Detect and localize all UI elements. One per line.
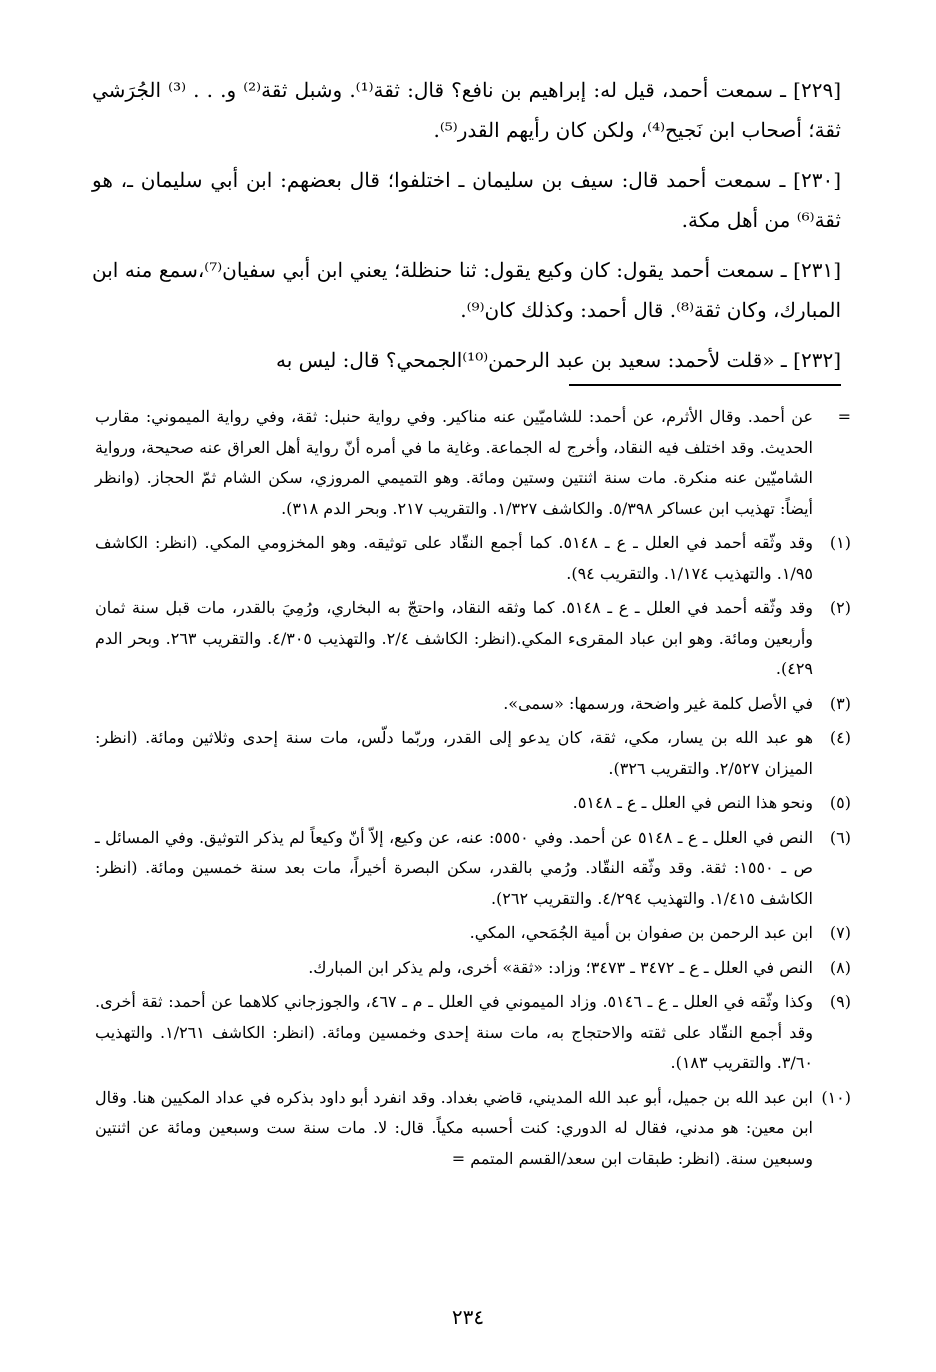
main-text	[92, 70, 841, 390]
footnote-3	[95, 689, 851, 720]
footnote-text: في الأصل كلمة غير واضحة، ورسمها: «سمى».	[503, 693, 813, 713]
footnote-marker: (٧)	[829, 923, 851, 942]
footnote-9	[95, 987, 851, 1079]
footnotes	[95, 402, 851, 1178]
footnote-7	[95, 918, 851, 949]
entry-229: [٢٢٩] ـ سمعت أحمد، قيل له: إبراهيم بن نافع؟ قال: ثقة⁽¹⁾. وشبل ثقة⁽²⁾ و. . . ⁽³⁾ الجُرَشي ثقة؛ أصحاب ابن نَجيح⁽⁴⁾، ولكن كان رأيهم القدر⁽⁵⁾.	[92, 78, 842, 142]
entry-231: [٢٣١] ـ سمعت أحمد يقول: كان وكيع يقول: ثنا حنظلة؛ يعني ابن أبي سفيان⁽⁷⁾،سمع منه ابن المبارك، وكان ثقة⁽⁸⁾. قال أحمد: وكذلك كان⁽⁹⁾.	[92, 258, 841, 322]
footnote-text: النص في العلل ـ ع ـ ٣٤٧٢ ـ ٣٤٧٣؛ وزاد: «ثقة» أخرى، ولم يذكر ابن المبارك.	[308, 957, 813, 977]
footnote-4	[95, 723, 851, 784]
footnote-text: ونحو هذا النص في العلل ـ ع ـ ٥١٤٨.	[572, 793, 813, 812]
footnote-marker: (٩)	[829, 992, 851, 1011]
footnote-marker: (٨)	[829, 957, 851, 977]
footnote-text: وقد وثّقه أحمد في العلل ـ ع ـ ٥١٤٨. كما أجمع النقّاد على توثيقه. وهو المخزومي المكي. (انظر: الكاشف ١/٩٥. والتهذيب ١/١٧٤. والتقريب ٩٤).	[95, 533, 814, 583]
footnote-2	[95, 593, 851, 685]
footnote-text: وقد وثّقه أحمد في العلل ـ ع ـ ٥١٤٨. كما وثقه النقاد، واحتجّ به البخاري، ورُمِيَ بالقدر، مات قبل سنة ثمان وأربعين ومائة. وهو ابن عباد المقرىء المكي.(انظر: الكاشف ٢/٤. والتهذيب ٤/٣٠٥. والتقريب ٢٦٣. وبحر الدم ٤٢٩).	[95, 598, 814, 678]
footnote-8	[95, 953, 851, 984]
footnote-marker: (١٠)	[821, 1087, 851, 1107]
footnote-text: وكذا وثّقه في العلل ـ ع ـ ٥١٤٦. وزاد الميموني في العلل ـ م ـ ٤٦٧، والجوزجاني كلاهما عن أحمد: ثقة أخرى. وقد أجمع النقّاد على ثقته والاحتجاج به، مات سنة إحدى وخمسين ومائة. (انظر: الكاشف ١/٢٦١. والتهذيب ٣/٦٠. والتقريب ١٨٣).	[95, 992, 814, 1072]
entry-230: [٢٣٠] ـ سمعت أحمد قال: سيف بن سليمان ـ اختلفوا؛ قال بعضهم: ابن أبي سليمان ـ، هو ثقة⁽⁶⁾ من أهل مكة.	[92, 168, 841, 232]
footnote-marker: (٢)	[829, 598, 851, 617]
footnote-text: عن أحمد. وقال الأثرم، عن أحمد: للشاميّين عنه مناكير. وفي رواية حنبل: ثقة، وفي رواية الميموني: مقارب الحديث. وقد اختلف فيه النقاد، وأخرج له الجماعة. وغاية ما في أمره أنّ رواية أهل العراق عنه صحيحة، ورواية الشاميّين عنه منكرة. مات سنة اثنتين وستين ومائة. وهو التميمي المروزي، سكن الشام ثمّ الحجاز. (وانظر أيضاً: تهذيب ابن عساكر ٥/٣٩٨. والكاشف ١/٣٢٧. والتقريب ٢١٧. وبحر الدم ٣١٨).	[95, 407, 813, 518]
footnote-text: ابن عبد الله بن جميل، أبو عبد الله المديني، قاضي بغداد. وقد انفرد أبو داود بذكره في عداد المكيين هنا. وقال ابن معين: هو مدني، فقال له الدوري: كنت أحسبه مكياً. قال: لا. مات سنة ست وسبعين ومائة عن اثنتين وسبعين سنة. (انظر: طبقات ابن سعد/القسم المتمم =	[95, 1087, 813, 1168]
footnote-5	[95, 788, 851, 819]
page-number: ٢٣٤	[451, 1305, 485, 1329]
footnote-marker: (٦)	[829, 827, 851, 847]
footnote-6	[95, 823, 851, 915]
footnote-10	[95, 1083, 851, 1175]
footnote-continuation	[95, 402, 851, 524]
footnote-1	[95, 528, 851, 589]
entry-232: [٢٣٢] ـ «قلت لأحمد: سعيد بن عبد الرحمن⁽¹⁰⁾الجمحي؟ قال: ليس به	[276, 348, 841, 372]
footnote-text: النص في العلل ـ ع ـ ٥١٤٨ عن أحمد. وفي ٥٥٥٠: عنه، عن وكيع، إلاّ أنّ وكيعاً لم يذكر التوثيق. وفي المسائل ـ ص ـ ١٥٥٠: ثقة. وقد وثّقه النقّاد. ورُمي بالقدر، سكن البصرة أخيراً، مات بعد سنة خمسين ومائة. (انظر: الكاشف ١/٤١٥. والتهذيب ٤/٢٩٤. والتقريب ٢٦٢).	[95, 827, 814, 908]
footnote-text: ابن عبد الرحمن بن صفوان بن أمية الجُمَحي، المكي.	[469, 923, 813, 942]
footnote-marker: (٤)	[829, 728, 851, 747]
footnote-marker: (١)	[829, 533, 851, 552]
footnote-marker: (٣)	[829, 693, 851, 713]
footnote-text: هو عبد الله بن يسار، مكي، ثقة، كان يدعو إلى القدر، وربّما دلّس، مات سنة إحدى وثلاثين ومائة. (انظر: الميزان ٢/٥٢٧. والتقريب ٣٢٦).	[95, 728, 814, 778]
footnote-marker: =	[837, 407, 851, 426]
footnote-separator	[569, 384, 841, 386]
footnote-marker: (٥)	[829, 793, 851, 812]
